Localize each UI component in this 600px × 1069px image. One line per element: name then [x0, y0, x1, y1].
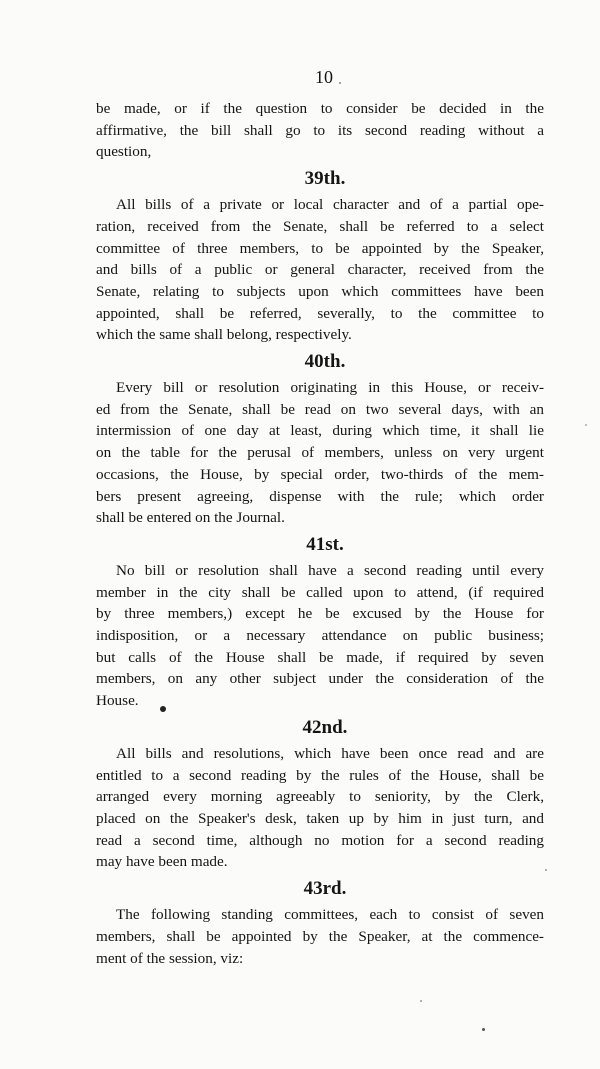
- text-line: intermission of one day at least, during which time, it shall lie: [96, 422, 544, 440]
- text-line: bers present agreeing, dispense with the rule; which order: [96, 487, 544, 505]
- rule-heading-42nd: 42nd.: [302, 716, 348, 738]
- page-number: 10: [315, 67, 333, 87]
- rule-heading-40th: 40th.: [304, 351, 346, 373]
- text-line: but calls of the House shall be made, if required by seven: [96, 648, 544, 666]
- rule-paragraph-40th: [96, 377, 544, 529]
- document-page: [96, 66, 544, 969]
- text-line: member in the city shall be called upon to attend, (if required: [96, 583, 544, 601]
- rule-paragraph-43rd: [96, 904, 544, 969]
- ink-speck: [482, 1028, 485, 1031]
- text-line: appointed, shall be referred, severally, to the committee to: [96, 304, 544, 322]
- text-line: question,: [96, 143, 152, 161]
- text-line: ment of the session, viz:: [96, 949, 244, 967]
- ink-speck: [160, 706, 166, 712]
- rule-heading-39th: 39th.: [304, 168, 346, 190]
- text-line: and bills of a public or general character, received from the: [96, 261, 544, 279]
- ink-speck: [420, 1000, 422, 1002]
- text-line: placed on the Speaker's desk, taken up by him in just turn, and: [96, 809, 544, 827]
- ink-speck: [545, 869, 547, 871]
- text-line: read a second time, although no motion for a second reading: [96, 831, 544, 849]
- text-line: affirmative, the bill shall go to its second reading without a: [96, 121, 544, 139]
- text-line: on the table for the perusal of members, unless on very urgent: [96, 444, 544, 462]
- text-line: be made, or if the question to consider be decided in the: [96, 100, 544, 117]
- text-line: which the same shall belong, respectively.: [96, 326, 352, 344]
- ink-speck: [339, 82, 341, 84]
- text-line: ed from the Senate, shall be read on two several days, with an: [96, 400, 544, 418]
- text-line: arranged every morning agreeably to seniority, by the Clerk,: [96, 788, 544, 806]
- text-line: Every bill or resolution originating in this House, or receiv-: [116, 379, 544, 397]
- text-line: by three members,) except he be excused by the House for: [96, 605, 544, 623]
- text-line: The following standing committees, each to consist of seven: [116, 906, 544, 924]
- rule-heading-43rd: 43rd.: [303, 878, 347, 900]
- rule-paragraph-39th: [96, 194, 544, 346]
- text-line: ration, received from the Senate, shall be referred to a select: [96, 217, 544, 235]
- text-line: House.: [96, 692, 139, 710]
- text-line: shall be entered on the Journal.: [96, 509, 285, 527]
- text-line: Senate, relating to subjects upon which committees have been: [96, 282, 544, 300]
- text-line: entitled to a second reading by the rules of the House, shall be: [96, 766, 544, 784]
- text-line: All bills and resolutions, which have been once read and are: [116, 744, 544, 762]
- paragraph-continuation: [96, 98, 544, 163]
- text-line: members, on any other subject under the consideration of the: [96, 670, 544, 688]
- text-line: All bills of a private or local character and of a partial ope-: [116, 196, 544, 214]
- text-line: members, shall be appointed by the Speaker, at the commence-: [96, 927, 544, 945]
- rule-paragraph-41st: [96, 560, 544, 712]
- text-line: committee of three members, to be appointed by the Speaker,: [96, 239, 544, 257]
- text-line: No bill or resolution shall have a second reading until every: [116, 561, 544, 579]
- text-line: may have been made.: [96, 853, 228, 871]
- text-line: indisposition, or a necessary attendance on public business;: [96, 627, 544, 645]
- rule-heading-41st: 41st.: [306, 533, 344, 555]
- text-line: occasions, the House, by special order, two-thirds of the mem-: [96, 465, 544, 483]
- rule-paragraph-42nd: [96, 743, 544, 873]
- ink-speck: [585, 424, 587, 426]
